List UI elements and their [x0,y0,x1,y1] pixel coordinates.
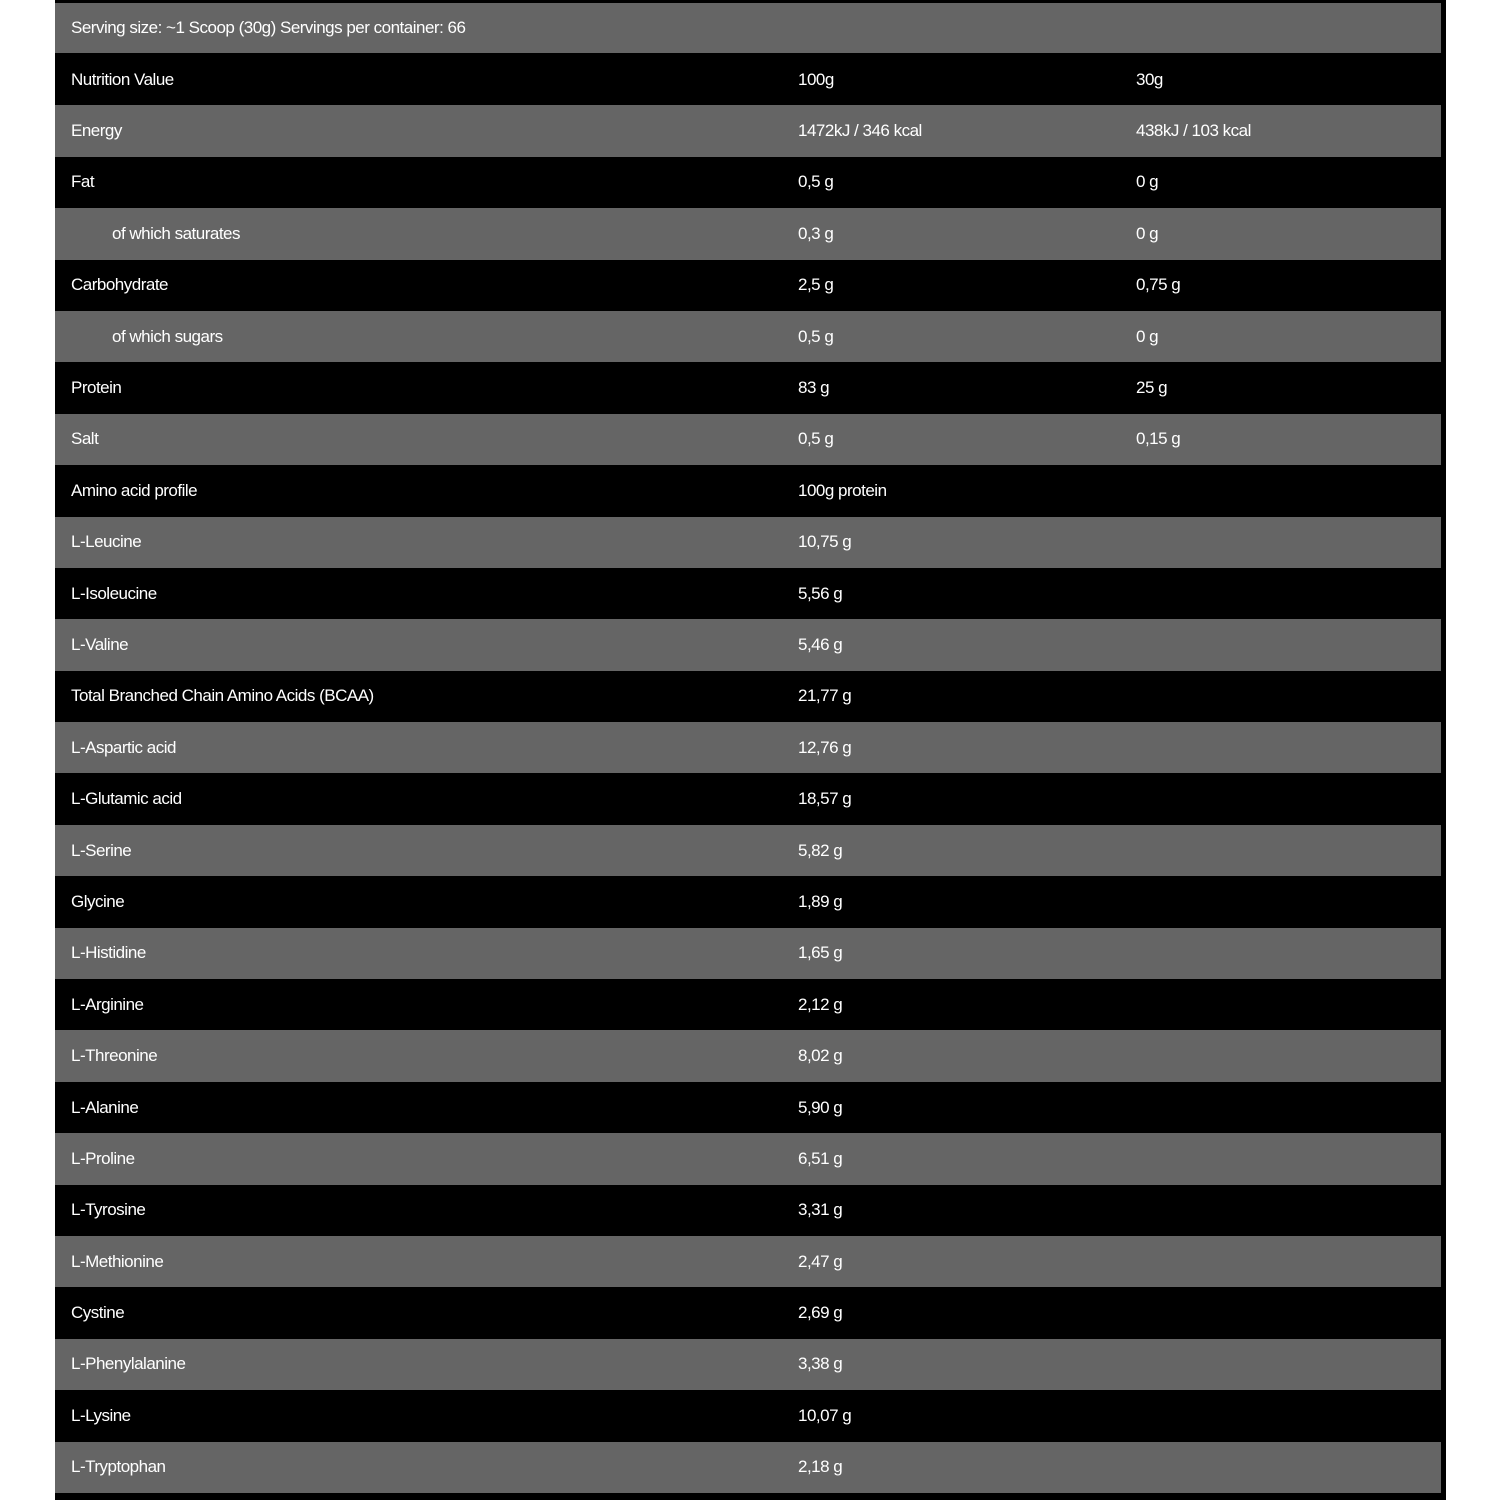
table-row [55,1133,1441,1184]
value-per-100g: 10,07 g [798,1405,852,1425]
value-per-100g: 0,3 g [798,223,834,243]
nutrient-name: Salt [71,429,99,449]
value-per-30g [1121,619,1441,670]
table-row [55,517,1441,568]
value-per-30g [1121,979,1441,1030]
nutrient-name: Glycine [71,891,125,911]
nutrient-name: L-Phenylalanine [71,1354,186,1374]
value-per-30g: 0 g [1136,326,1159,346]
table-row [55,362,1441,413]
value-per-30g [1121,773,1441,824]
value-per-100g: 0,5 g [798,326,834,346]
value-per-30g [1121,1133,1441,1184]
value-per-30g [1121,671,1441,722]
value-per-30g: 25 g [1136,378,1168,398]
value-per-30g [1121,1442,1441,1493]
table-row [55,157,1441,208]
nutrient-name: L-Arginine [71,994,144,1014]
table-row [55,671,1441,722]
value-per-100g: 8,02 g [798,1046,843,1066]
nutrient-name: L-Threonine [71,1046,158,1066]
value-per-30g [1121,825,1441,876]
nutrient-name: L-Serine [71,840,132,860]
nutrient-name: L-Lysine [71,1405,131,1425]
nutrient-name: Cystine [71,1303,125,1323]
table-row [55,722,1441,773]
table-row [55,1390,1441,1441]
nutrient-name: Total Branched Chain Amino Acids (BCAA) [71,686,374,706]
nutrient-name: L-Valine [71,634,129,654]
nutrient-name: Protein [71,378,122,398]
value-per-100g: 2,12 g [798,994,843,1014]
nutrient-name: L-Glutamic acid [71,789,182,809]
table-row [55,311,1441,362]
value-per-100g: 5,90 g [798,1097,843,1117]
value-per-30g [1121,517,1441,568]
table-row [55,414,1441,465]
value-per-100g: 10,75 g [798,532,852,552]
table-row [55,1339,1441,1390]
value-per-30g [1121,568,1441,619]
value-per-100g: 21,77 g [798,686,852,706]
value-per-100g: 83 g [798,378,830,398]
table-row [55,1185,1441,1236]
value-per-100g: 1472kJ / 346 kcal [798,121,922,141]
nutrition-table-body [55,54,1441,1493]
nutrient-name: Nutrition Value [71,69,174,89]
value-per-100g: 1,65 g [798,943,843,963]
table-row [55,208,1441,259]
table-row [55,54,1441,105]
value-per-30g [1121,1030,1441,1081]
nutrient-name: L-Histidine [71,943,146,963]
table-row [55,105,1441,156]
value-per-30g: 0 g [1136,223,1159,243]
table-row [55,979,1441,1030]
value-per-100g: 5,46 g [798,634,843,654]
table-row [55,465,1441,516]
value-per-100g: 5,82 g [798,840,843,860]
nutrient-name: Energy [71,121,122,141]
value-per-30g: 0,15 g [1136,429,1181,449]
table-row [55,1442,1441,1493]
value-per-30g [1121,1082,1441,1133]
value-per-100g: 2,69 g [798,1303,843,1323]
table-row [55,773,1441,824]
value-per-30g [1121,876,1441,927]
nutrient-name: L-Tryptophan [71,1457,166,1477]
value-per-30g [1121,1185,1441,1236]
table-row [55,1236,1441,1287]
value-per-30g: 30g [1136,69,1163,89]
table-row [55,260,1441,311]
value-per-30g [1121,928,1441,979]
value-per-100g: 100g [798,69,834,89]
table-row [55,1287,1441,1338]
nutrition-table [55,54,1441,1493]
value-per-30g [1121,722,1441,773]
value-per-100g: 2,47 g [798,1251,843,1271]
value-per-100g: 0,5 g [798,429,834,449]
value-per-100g: 18,57 g [798,789,852,809]
nutrient-name: Amino acid profile [71,480,198,500]
value-per-100g: 100g protein [798,480,887,500]
nutrient-name: L-Leucine [71,532,142,552]
nutrient-name: Fat [71,172,95,192]
nutrient-name: L-Tyrosine [71,1200,146,1220]
table-row [55,825,1441,876]
nutrient-name: Carbohydrate [71,275,169,295]
value-per-30g [1121,1390,1441,1441]
nutrient-name: L-Methionine [71,1251,164,1271]
value-per-30g [1121,1287,1441,1338]
table-row [55,928,1441,979]
value-per-100g: 3,31 g [798,1200,843,1220]
value-per-100g: 1,89 g [798,891,843,911]
value-per-30g [1121,1339,1441,1390]
value-per-100g: 0,5 g [798,172,834,192]
value-per-30g [1121,1236,1441,1287]
nutrient-name: L-Isoleucine [71,583,157,603]
serving-size-caption: Serving size: ~1 Scoop (30g) Servings per container: 66 [55,3,1441,53]
nutrient-name: L-Aspartic acid [71,737,176,757]
value-per-100g: 3,38 g [798,1354,843,1374]
nutrient-name: L-Proline [71,1148,135,1168]
nutrient-name: of which saturates [112,223,241,243]
value-per-100g: 12,76 g [798,737,852,757]
value-per-30g: 438kJ / 103 kcal [1136,121,1251,141]
table-row [55,619,1441,670]
value-per-30g: 0,75 g [1136,275,1181,295]
table-row [55,1030,1441,1081]
value-per-100g: 2,18 g [798,1457,843,1477]
value-per-30g [1121,465,1441,516]
table-row [55,568,1441,619]
value-per-100g: 5,56 g [798,583,843,603]
value-per-100g: 6,51 g [798,1148,843,1168]
value-per-30g: 0 g [1136,172,1159,192]
table-row [55,1082,1441,1133]
nutrient-name: of which sugars [112,326,223,346]
table-row [55,876,1441,927]
nutrient-name: L-Alanine [71,1097,139,1117]
value-per-100g: 2,5 g [798,275,834,295]
